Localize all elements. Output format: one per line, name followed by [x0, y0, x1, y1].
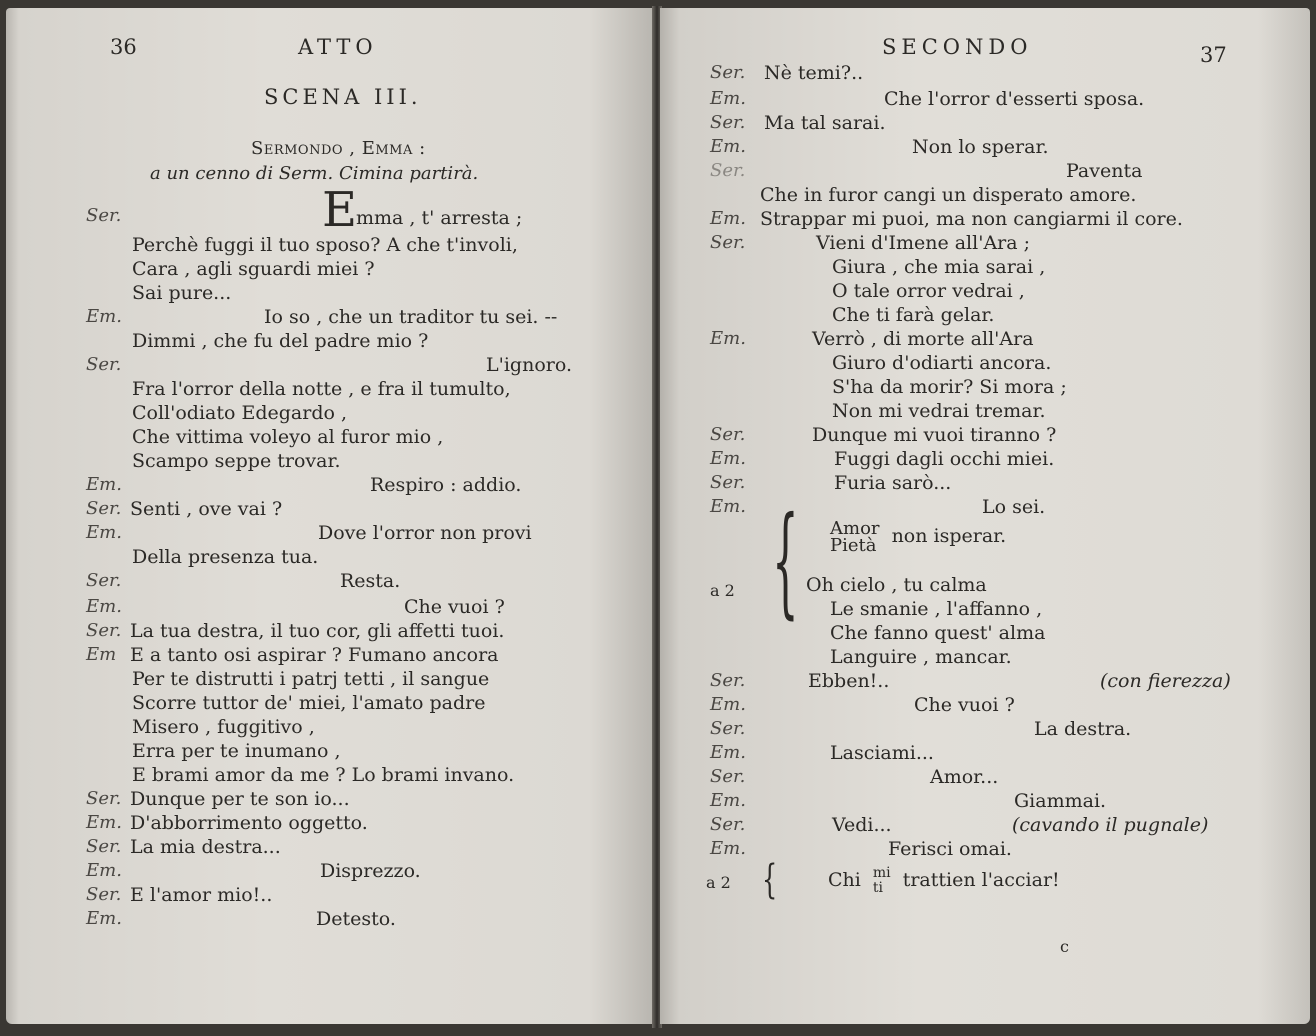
- verse-line: Verrò , di morte all'Ara: [812, 328, 1034, 350]
- running-head: ATTO: [298, 35, 378, 59]
- speaker-label: Em.: [710, 136, 746, 157]
- verse-line: Non mi vedrai tremar.: [832, 400, 1046, 422]
- speaker-label: Em.: [710, 694, 746, 715]
- speaker-label: Ser.: [710, 814, 746, 835]
- verse-line: Per te distrutti i patrj tetti , il sangue: [132, 668, 490, 690]
- verse-line: La mia destra...: [130, 836, 281, 858]
- speaker-label: Ser.: [86, 884, 122, 905]
- verse-line: E l'amor mio!..: [130, 884, 273, 906]
- speaker-label: Ser.: [86, 498, 122, 519]
- speaker-label: Em.: [710, 838, 746, 859]
- verse-line: Giammai.: [1014, 790, 1107, 812]
- stack-bottom: ti: [872, 880, 884, 896]
- verse-line: Io so , che un traditor tu sei. --: [264, 306, 558, 328]
- verse-line: Languire , mancar.: [830, 646, 1012, 668]
- running-head: SECONDO: [882, 35, 1033, 59]
- speaker-label: Ser.: [710, 670, 746, 691]
- duet-stack-line: [828, 866, 1060, 896]
- verse-line: Strappar mi puoi, ma non cangiarmi il core.: [760, 208, 1183, 230]
- speaker-label: Em.: [710, 742, 746, 763]
- speaker-label: Em.: [86, 860, 122, 881]
- left-page: [6, 8, 654, 1024]
- duet-stack-line: [830, 520, 1006, 554]
- verse-line: Detesto.: [316, 908, 396, 930]
- speaker-label: Em.: [710, 328, 746, 349]
- speaker-label: Ser.: [710, 62, 746, 83]
- verse-line: Ferisci omai.: [888, 838, 1012, 860]
- verse-line: Dunque per te son io...: [130, 788, 350, 810]
- verse-line: Respiro : addio.: [370, 474, 522, 496]
- verse-line: Giura , che mia sarai ,: [832, 256, 1046, 278]
- verse-line: Fra l'orror della notte , e fra il tumulto,: [132, 378, 511, 400]
- verse-line: Cara , agli sguardi miei ?: [132, 258, 375, 280]
- speaker-label: Ser.: [710, 232, 746, 253]
- verse-line: Oh cielo , tu calma: [806, 574, 987, 596]
- verse-line: Erra per te inumano ,: [132, 740, 341, 762]
- speaker-label: Ser.: [86, 836, 122, 857]
- verse-line: Scorre tuttor de' miei, l'amato padre: [132, 692, 486, 714]
- alternative-stack: [830, 520, 880, 554]
- verse-line: Amor...: [930, 766, 999, 788]
- speaker-label: Em.: [86, 812, 122, 833]
- speaker-label: Ser.: [710, 472, 746, 493]
- duet-marker: a 2: [706, 873, 731, 892]
- verse-line: Furia sarò...: [834, 472, 952, 494]
- speaker-label: Em.: [710, 790, 746, 811]
- verse-fragment: Chi: [828, 869, 861, 891]
- speaker-label: Em.: [710, 496, 746, 517]
- speaker-label: Em: [86, 644, 117, 665]
- verse-line: Che vuoi ?: [404, 596, 505, 618]
- speaker-label: Em.: [86, 306, 122, 327]
- verse-line: L'ignoro.: [486, 354, 572, 376]
- verse-line: Che l'orror d'esserti sposa.: [884, 88, 1145, 110]
- drop-cap: E: [322, 182, 358, 238]
- verse-line: O tale orror vedrai ,: [832, 280, 1025, 302]
- verse-line: Giuro d'odiarti ancora.: [832, 352, 1052, 374]
- verse-line: Fuggi dagli occhi miei.: [834, 448, 1055, 470]
- duet-marker: a 2: [710, 581, 735, 600]
- verse-line: La tua destra, il tuo cor, gli affetti tuoi.: [130, 620, 505, 642]
- verse-line: Misero , fuggitivo ,: [132, 716, 315, 738]
- verse-line: Le smanie , l'affanno ,: [830, 598, 1043, 620]
- verse-line: D'abborrimento oggetto.: [130, 812, 368, 834]
- verse-line: Che ti farà gelar.: [832, 304, 995, 326]
- stack-top: mi: [872, 865, 891, 881]
- verse-line: Vedi...: [832, 814, 892, 836]
- verse-line: Lasciami...: [830, 742, 934, 764]
- verse-line: Dove l'orror non provi: [318, 522, 532, 544]
- verse-line: Non lo sperar.: [912, 136, 1049, 158]
- verse-line: La destra.: [1034, 718, 1132, 740]
- verse-line: Che in furor cangi un disperato amore.: [760, 184, 1137, 206]
- page-number: 37: [1200, 43, 1227, 67]
- speaker-label: Ser.: [86, 570, 122, 591]
- speaker-label: Ser.: [86, 620, 122, 641]
- signature-mark: c: [1060, 937, 1069, 956]
- brace-icon: {: [762, 857, 778, 903]
- verse-line: Ma tal sarai.: [764, 112, 886, 134]
- verse-fragment: trattien l'acciar!: [902, 869, 1060, 891]
- stack-bottom: Pietà: [830, 535, 877, 556]
- speaker-label: Em.: [710, 448, 746, 469]
- speaker-label: Em.: [86, 596, 122, 617]
- verse-line: Senti , ove vai ?: [130, 498, 283, 520]
- scene-heading: SCENA III.: [264, 85, 422, 109]
- verse-line: S'ha da morir? Si mora ;: [832, 376, 1067, 398]
- speaker-label: Ser.: [86, 788, 122, 809]
- verse-line: mma , t' arresta ;: [356, 207, 523, 229]
- verse-line: Paventa: [1066, 160, 1143, 182]
- speaker-label: Ser.: [710, 160, 746, 181]
- speaker-label: Em.: [86, 908, 122, 929]
- speaker-label: Ser.: [86, 205, 122, 226]
- verse-line: E brami amor da me ? Lo brami invano.: [132, 764, 515, 786]
- speaker-label: Ser.: [710, 766, 746, 787]
- character-list: Sermondo , Emma :: [251, 138, 426, 159]
- verse-line: Disprezzo.: [320, 860, 421, 882]
- speaker-label: Ser.: [710, 718, 746, 739]
- speaker-label: Em.: [710, 208, 746, 229]
- alternative-stack: [873, 866, 891, 896]
- verse-line: Scampo seppe trovar.: [132, 450, 341, 472]
- verse-line: Che vuoi ?: [914, 694, 1015, 716]
- speaker-label: Ser.: [710, 424, 746, 445]
- verse-line: Ebben!..: [808, 670, 890, 692]
- verse-line: Dunque mi vuoi tiranno ?: [812, 424, 1057, 446]
- verse-line: Sai pure...: [132, 282, 232, 304]
- speaker-label: Ser.: [710, 112, 746, 133]
- verse-line: Che vittima voleyo al furor mio ,: [132, 426, 444, 448]
- brace-icon: {: [772, 492, 799, 631]
- page-number: 36: [110, 35, 137, 59]
- verse-line: Nè temi?..: [764, 62, 864, 84]
- verse-line: Della presenza tua.: [132, 546, 319, 568]
- verse-line: E a tanto osi aspirar ? Fumano ancora: [130, 644, 499, 666]
- verse-line: Che fanno quest' alma: [830, 622, 1046, 644]
- verse-line: Dimmi , che fu del padre mio ?: [132, 330, 429, 352]
- stage-direction: (cavando il pugnale): [1012, 814, 1209, 836]
- stage-direction: (con fierezza): [1100, 670, 1231, 692]
- speaker-label: Em.: [86, 474, 122, 495]
- verse-line: Perchè fuggi il tuo sposo? A che t'involi,: [132, 234, 518, 256]
- verse-line: Lo sei.: [982, 496, 1046, 518]
- speaker-label: Ser.: [86, 354, 122, 375]
- verse-line: Vieni d'Imene all'Ara ;: [816, 232, 1031, 254]
- speaker-label: Em.: [710, 88, 746, 109]
- stack-tail: non isperar.: [891, 525, 1007, 547]
- right-page: [660, 8, 1310, 1024]
- stack-top: Amor: [830, 518, 880, 539]
- stage-direction: a un cenno di Serm. Cimina partirà.: [150, 163, 479, 184]
- speaker-label: Em.: [86, 522, 122, 543]
- verse-line: Resta.: [340, 570, 401, 592]
- verse-line: Coll'odiato Edegardo ,: [132, 402, 348, 424]
